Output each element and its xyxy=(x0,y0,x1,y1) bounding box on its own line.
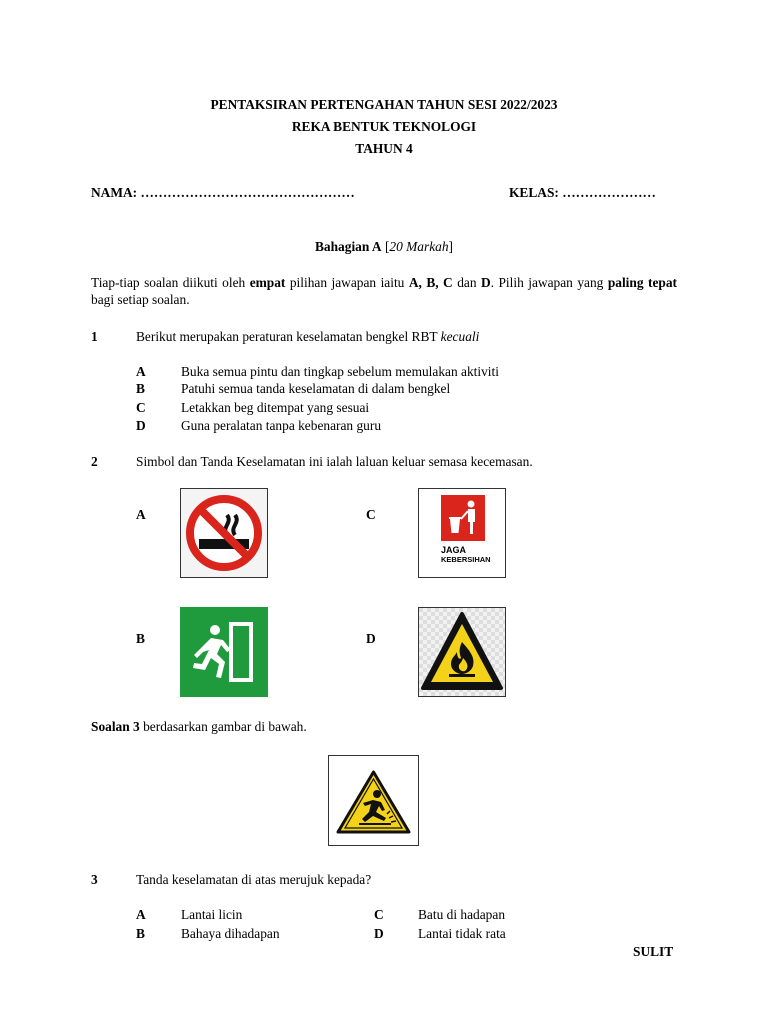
q1-option-text: Guna peralatan tanpa kebenaran guru xyxy=(181,418,382,433)
q3-option-letter: D xyxy=(374,926,384,941)
instr-bold: D xyxy=(481,275,491,290)
q2-option-letter: D xyxy=(366,631,376,646)
q1-option-letter: C xyxy=(136,400,146,415)
subject-title: REKA BENTUK TEKNOLOGI xyxy=(291,119,477,134)
q1-option-text: Patuhi semua tanda keselamatan di dalam bengkel xyxy=(181,381,451,396)
section-bracket-close: ] xyxy=(448,239,454,254)
instr-text: pilihan jawapan iaitu xyxy=(285,275,409,290)
q3-intro-bold: Soalan 3 xyxy=(91,719,140,734)
section-name: Bahagian A xyxy=(314,239,382,254)
question-3-intro xyxy=(91,718,307,735)
q3-option-text: Lantai licin xyxy=(181,907,243,922)
instr-text: Tiap-tiap soalan diikuti oleh xyxy=(91,275,250,290)
jaga-kebersihan-sign-icon xyxy=(418,488,506,578)
question-3-number: 3 xyxy=(91,872,98,887)
q3-option-text: Batu di hadapan xyxy=(418,907,506,922)
document-header xyxy=(0,94,768,160)
q3-option-letter: C xyxy=(374,907,384,922)
section-title xyxy=(0,238,768,255)
section-bracket-open: [ xyxy=(381,239,390,254)
sign-text-kebersihan: KEBERSIHAN xyxy=(441,555,491,564)
q1-option-text: Buka semua pintu dan tingkap sebelum memulakan aktiviti xyxy=(181,364,499,379)
sulit-label: SULIT xyxy=(633,944,674,959)
q1-option-letter: B xyxy=(136,381,145,396)
instructions xyxy=(91,274,677,308)
question-3-text: Tanda keselamatan di atas merujuk kepada? xyxy=(136,872,372,887)
instr-text: dan xyxy=(452,275,481,290)
sign-text-jaga: JAGA xyxy=(441,545,467,555)
q3-option-letter: B xyxy=(136,926,145,941)
exam-title: PENTAKSIRAN PERTENGAHAN TAHUN SESI 2022/2023 xyxy=(210,97,558,112)
instr-bold: empat xyxy=(249,275,286,290)
q2-option-letter: B xyxy=(136,631,145,646)
q3-intro-text: berdasarkan gambar di bawah. xyxy=(139,719,307,734)
question-1-stem: Berikut merupakan peraturan keselamatan bengkel RBT xyxy=(136,329,441,344)
year-title: TAHUN 4 xyxy=(355,141,413,156)
question-2-number: 2 xyxy=(91,454,98,469)
instr-text: . Pilih jawapan yang xyxy=(490,275,608,290)
q1-option-letter: D xyxy=(136,418,146,433)
q3-option-text: Lantai tidak rata xyxy=(418,926,506,941)
nama-field: NAMA: ………………………………………… xyxy=(91,185,355,200)
instr-bold: A, B, C xyxy=(408,275,453,290)
instr-bold: paling tepat xyxy=(607,275,678,290)
q2-option-letter: C xyxy=(366,507,376,522)
flammable-warning-sign-icon xyxy=(418,607,506,697)
q1-option-text: Letakkan beg ditempat yang sesuai xyxy=(181,400,370,415)
question-1-text xyxy=(136,328,479,345)
q1-option-letter: A xyxy=(136,364,146,379)
instr-text: bagi setiap soalan. xyxy=(91,292,190,307)
question-1-number: 1 xyxy=(91,329,98,344)
question-2-text: Simbol dan Tanda Keselamatan ini ialah laluan keluar semasa kecemasan. xyxy=(136,454,533,469)
section-marks: 20 Markah xyxy=(389,239,449,254)
question-1-keyword: kecuali xyxy=(440,329,480,344)
emergency-exit-sign-icon xyxy=(180,607,268,697)
no-smoking-sign-icon xyxy=(180,488,268,578)
slippery-floor-warning-icon xyxy=(328,755,419,846)
q2-option-letter: A xyxy=(136,507,146,522)
kelas-field: KELAS: ………………… xyxy=(509,185,656,200)
q3-option-text: Bahaya dihadapan xyxy=(181,926,280,941)
q3-option-letter: A xyxy=(136,907,146,922)
